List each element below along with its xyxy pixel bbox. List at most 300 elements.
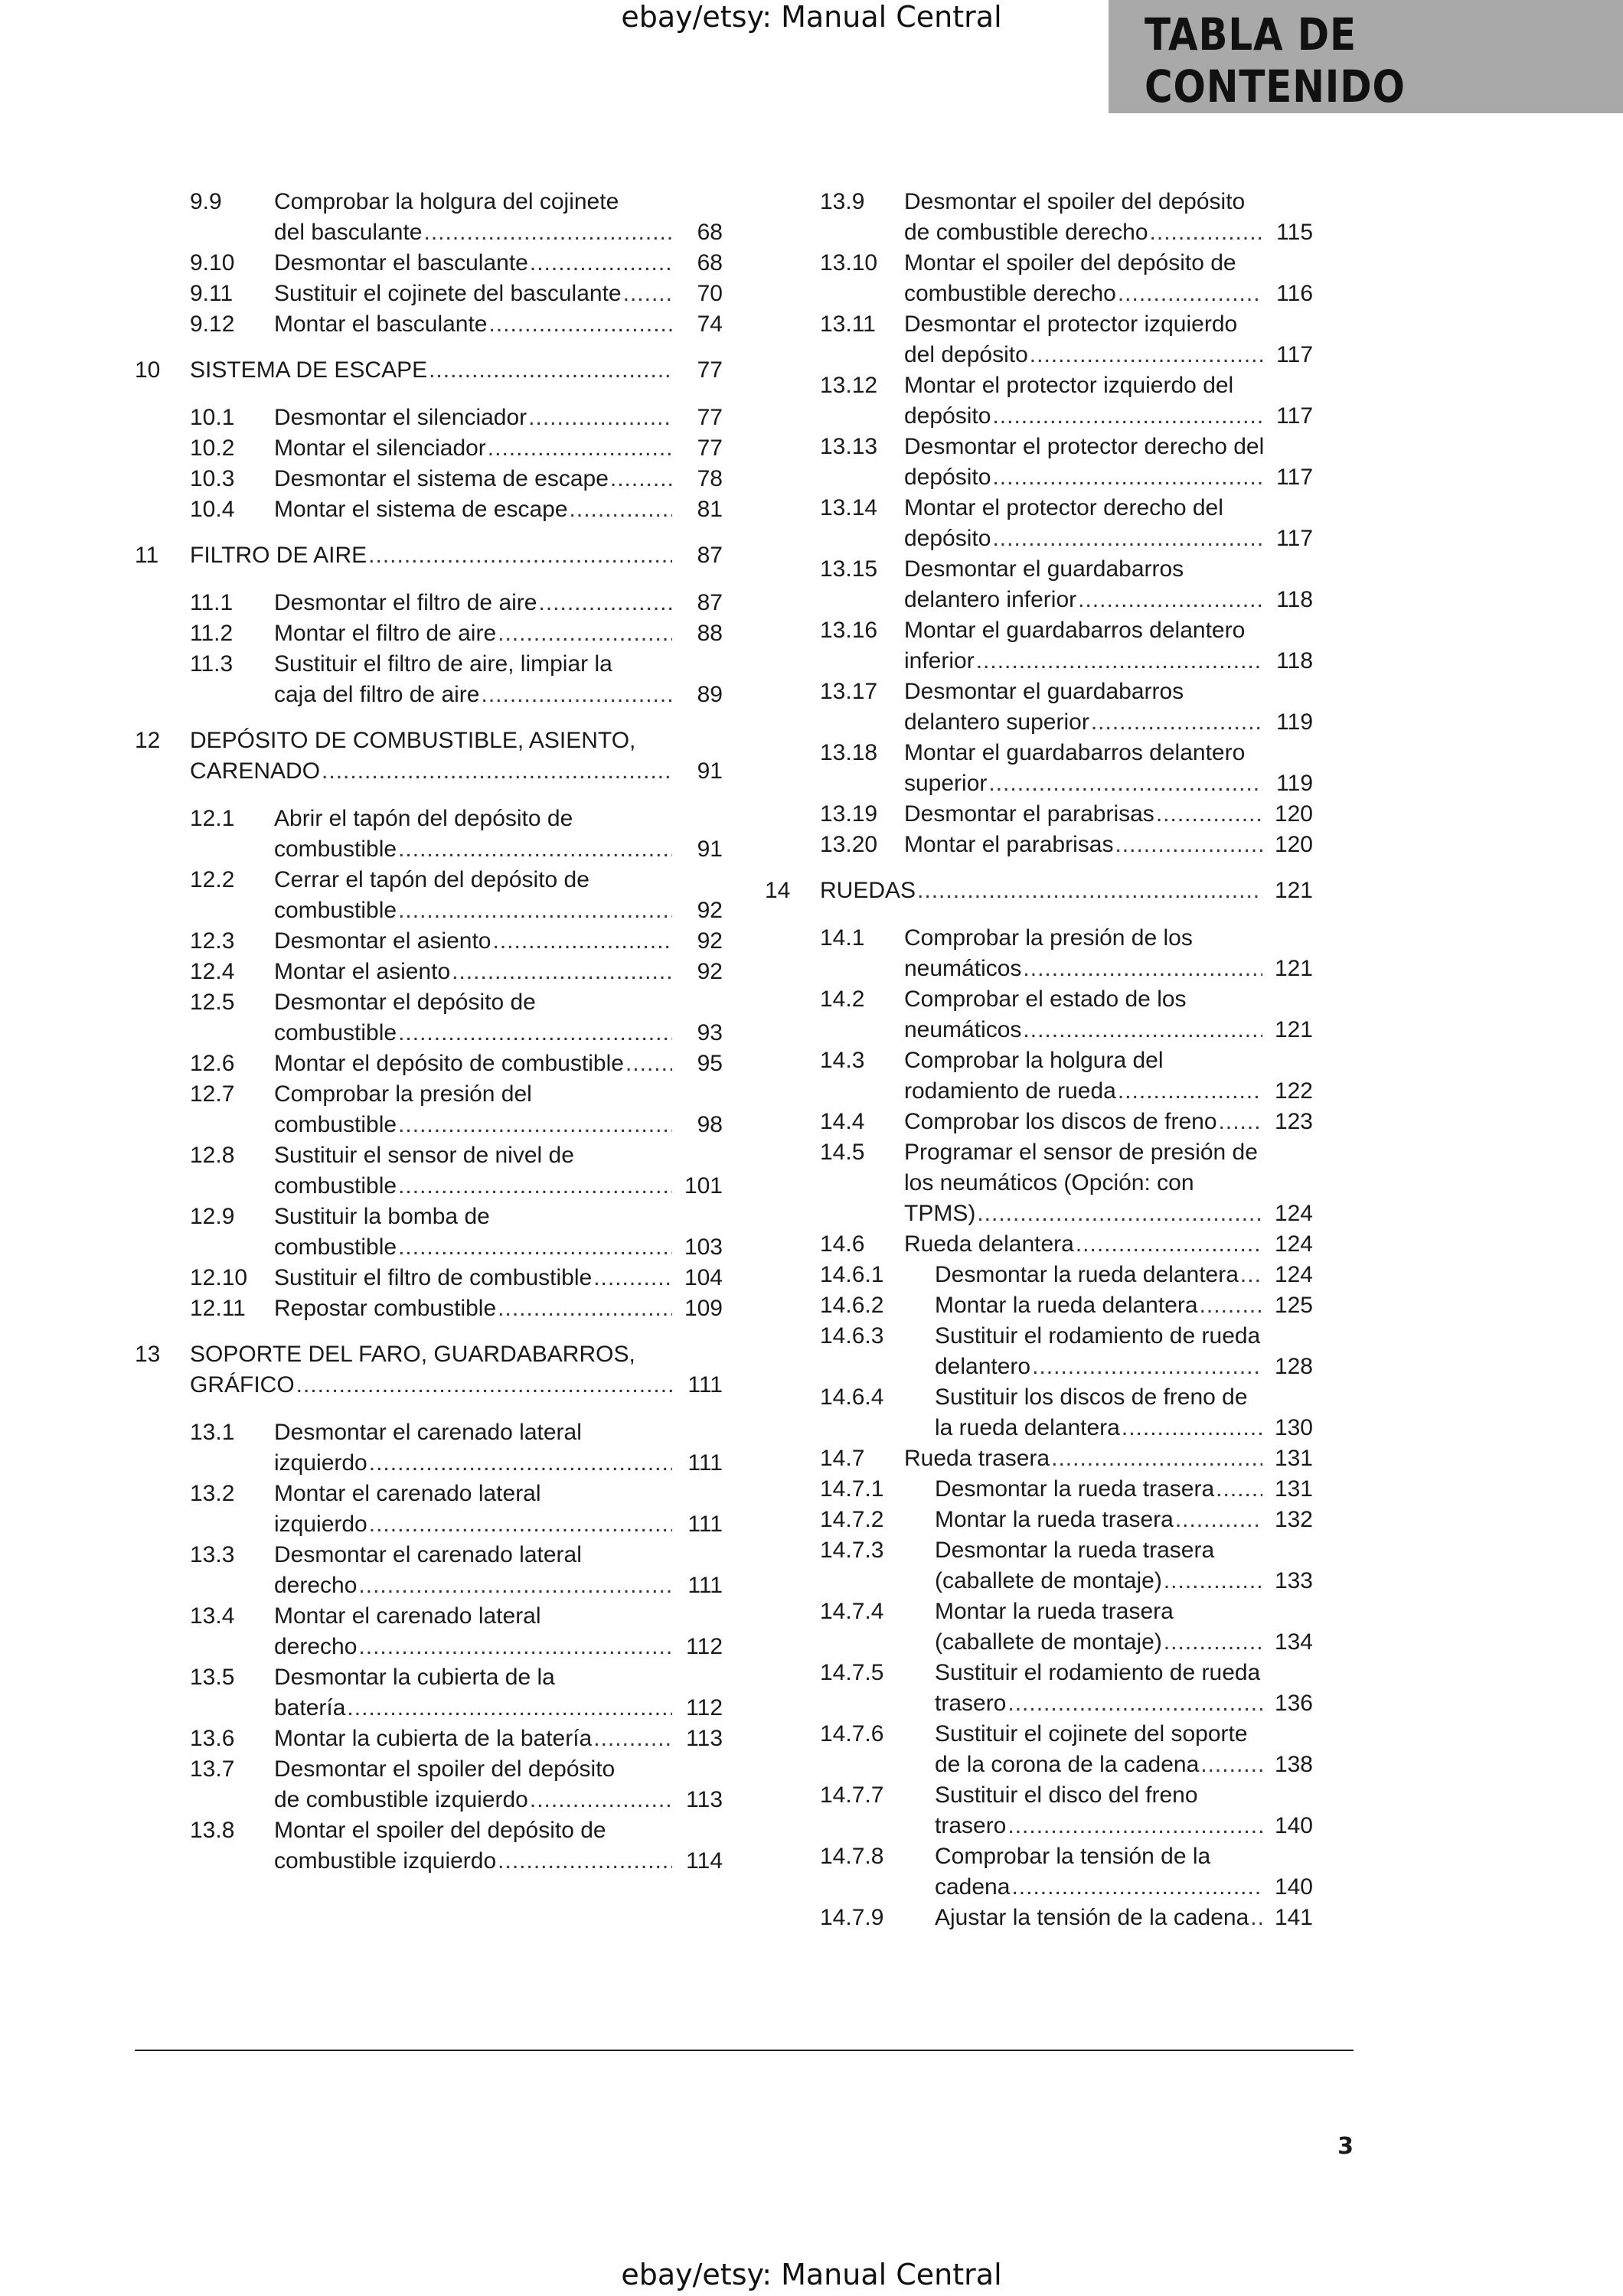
toc-entry-title-line: Desmontar el carenado lateral [274, 1420, 582, 1445]
toc-entry[interactable] [135, 588, 723, 618]
toc-entry[interactable] [765, 493, 1313, 554]
toc-entry-title-line: Sustituir los discos de freno de [935, 1384, 1248, 1410]
toc-entry[interactable] [765, 248, 1313, 309]
toc-entry[interactable] [765, 830, 1313, 860]
toc-entry-title-line: Comprobar la tensión de la [935, 1844, 1211, 1869]
toc-entry-title-line: Montar el asiento [274, 959, 451, 984]
toc-entry-page-number: 89 [697, 682, 723, 707]
toc-entry-number: 9.12 [190, 311, 235, 337]
toc-entry-page-number: 78 [697, 466, 723, 491]
dot-leader [1032, 1352, 1262, 1382]
dot-leader [369, 1509, 672, 1540]
toc-entry-title-line: derecho [274, 1573, 358, 1598]
toc-entry-number: 13.14 [820, 495, 878, 520]
dot-leader [498, 1293, 672, 1324]
toc-entry-title-line: combustible derecho [904, 281, 1116, 306]
toc-entry-title-line: Desmontar el guardabarros [904, 679, 1184, 704]
toc-entry-page-number: 104 [684, 1265, 723, 1290]
dot-leader [498, 618, 672, 649]
toc-entry[interactable] [135, 726, 723, 787]
dot-leader [481, 680, 672, 710]
toc-entry-number: 14.7.7 [820, 1782, 884, 1808]
toc-entry[interactable] [765, 1443, 1313, 1474]
toc-entry-page-number: 113 [686, 1787, 723, 1812]
toc-entry-title-line: Desmontar la rueda trasera [935, 1538, 1215, 1563]
toc-entry-page-number: 136 [1274, 1691, 1313, 1716]
dot-leader [917, 876, 1262, 906]
toc-entry[interactable] [135, 1140, 723, 1202]
toc-entry-number: 13.2 [190, 1481, 235, 1506]
toc-entry[interactable] [135, 248, 723, 279]
dot-leader [530, 1785, 672, 1815]
toc-entry-page-number: 101 [684, 1173, 723, 1199]
toc-entry-title-line: depósito [904, 465, 991, 490]
toc-entry[interactable] [135, 540, 723, 571]
toc-entry-title-line: FILTRO DE AIRE [190, 543, 367, 568]
dot-leader [992, 462, 1262, 493]
toc-entry-title-line: Comprobar la holgura del [904, 1048, 1164, 1073]
toc-entry-number: 14.7.4 [820, 1599, 884, 1624]
dot-leader [358, 1570, 672, 1601]
toc-entry-page-number: 81 [697, 497, 723, 522]
toc-entry-number: 12.2 [190, 867, 235, 892]
toc-entry[interactable] [765, 1719, 1313, 1780]
toc-entry-number: 14.7.9 [820, 1905, 884, 1930]
toc-entry-page-number: 92 [697, 928, 723, 954]
dot-leader [538, 588, 672, 618]
toc-entry[interactable] [765, 923, 1313, 984]
toc-entry-title-line: Desmontar el protector izquierdo [904, 311, 1238, 337]
toc-entry[interactable] [135, 1540, 723, 1601]
toc-entry[interactable] [135, 649, 723, 710]
toc-entry-title-line: Sustituir el cojinete del soporte [935, 1721, 1248, 1746]
toc-entry-number: 10.1 [190, 405, 235, 430]
dot-leader [623, 279, 672, 309]
toc-entry-number: 13.8 [190, 1818, 235, 1843]
toc-entry[interactable] [765, 1505, 1313, 1535]
toc-entry[interactable] [765, 432, 1313, 493]
toc-entry-title-line: Sustituir la bomba de [274, 1204, 490, 1229]
toc-entry-title-line: Montar el depósito de combustible [274, 1051, 624, 1076]
toc-entry[interactable] [765, 1045, 1313, 1107]
toc-entry-page-number: 111 [687, 1573, 723, 1598]
toc-entry[interactable] [765, 1137, 1313, 1229]
toc-entry[interactable] [765, 1107, 1313, 1137]
toc-entry-page-number: 125 [1274, 1293, 1313, 1318]
toc-entry-number: 9.10 [190, 250, 235, 276]
toc-entry[interactable] [135, 1479, 723, 1540]
dot-leader [1091, 707, 1262, 738]
toc-entry-page-number: 68 [697, 250, 723, 276]
toc-entry-page-number: 138 [1274, 1752, 1313, 1777]
toc-entry-title-line: combustible [274, 837, 397, 862]
toc-entry-title-line: Rueda delantera [904, 1231, 1074, 1257]
toc-entry-title-line: Montar el silenciador [274, 435, 486, 461]
toc-entry[interactable] [765, 677, 1313, 738]
toc-entry-page-number: 111 [687, 1512, 723, 1537]
toc-entry[interactable] [135, 1417, 723, 1479]
dot-leader [1164, 1627, 1262, 1658]
toc-entry[interactable] [765, 1841, 1313, 1903]
toc-entry-number: 10.3 [190, 466, 235, 491]
toc-entry[interactable] [135, 355, 723, 386]
toc-entry-page-number: 91 [697, 758, 723, 784]
toc-entry-title-line: Montar el carenado lateral [274, 1481, 541, 1506]
toc-entry-title-line: combustible [274, 1020, 397, 1045]
toc-entry-page-number: 87 [697, 590, 723, 615]
toc-entry-title-line: combustible [274, 1173, 397, 1199]
toc-entry-page-number: 121 [1274, 1017, 1313, 1042]
toc-entry[interactable] [135, 957, 723, 987]
dot-leader [322, 756, 672, 787]
toc-entry-title-line: (caballete de montaje) [935, 1629, 1162, 1655]
dot-leader [1030, 340, 1262, 370]
toc-entry-page-number: 68 [697, 220, 723, 245]
toc-entry-title-line: Programar el sensor de presión de [904, 1140, 1258, 1165]
toc-entry-number: 14.6.2 [820, 1293, 884, 1318]
dot-leader [593, 1263, 672, 1293]
toc-entry-number: 11.2 [190, 621, 233, 646]
toc-entry-page-number: 77 [697, 405, 723, 430]
toc-entry-number: 14.7.2 [820, 1507, 884, 1532]
toc-entry-title-line: depósito [904, 403, 991, 429]
toc-entry-page-number: 77 [697, 435, 723, 461]
toc-entry[interactable] [765, 738, 1313, 799]
toc-entry-page-number: 91 [697, 837, 723, 862]
dot-leader [1200, 1290, 1262, 1321]
toc-entry[interactable] [135, 1339, 723, 1401]
toc-entry-number: 13.4 [190, 1603, 235, 1629]
toc-entry-title-line: cadena [935, 1874, 1011, 1900]
toc-entry-page-number: 140 [1274, 1874, 1313, 1900]
toc-entry-title-line: Desmontar el spoiler del depósito [904, 189, 1246, 214]
toc-entry-title-line: delantero superior [904, 709, 1089, 735]
toc-entry[interactable] [135, 1601, 723, 1662]
toc-entry-page-number: 112 [686, 1634, 723, 1659]
toc-entry-number: 13.11 [820, 311, 876, 337]
toc-entry-number: 12.9 [190, 1204, 235, 1229]
dot-leader [1023, 954, 1262, 984]
toc-entry-title-line: Comprobar la presión de los [904, 925, 1193, 951]
toc-entry-number: 13.15 [820, 556, 878, 582]
toc-entry-title-line: Desmontar el sistema de escape [274, 466, 609, 491]
toc-entry-page-number: 119 [1276, 709, 1313, 735]
toc-entry-title-line: Montar el spoiler del depósito de [904, 250, 1236, 276]
dot-leader [1240, 1260, 1262, 1290]
dot-leader [1219, 1107, 1262, 1137]
toc-entry-page-number: 117 [1276, 526, 1313, 551]
toc-entry-page-number: 103 [684, 1234, 723, 1260]
toc-entry-title-line: Sustituir el cojinete del basculante [274, 281, 622, 306]
toc-entry-title-line: Comprobar la holgura del cojinete [274, 189, 619, 214]
dot-leader [398, 1232, 672, 1263]
toc-entry-title-line: Montar la rueda delantera [935, 1293, 1198, 1318]
toc-entry-page-number: 131 [1274, 1476, 1313, 1502]
toc-entry-number: 14.7 [820, 1446, 865, 1471]
dot-leader [1007, 1811, 1262, 1841]
toc-entry[interactable] [765, 1321, 1313, 1382]
toc-entry-title-line: DEPÓSITO DE COMBUSTIBLE, ASIENTO, [190, 728, 636, 753]
toc-entry-title-line: Desmontar el spoiler del depósito [274, 1756, 616, 1782]
toc-entry[interactable] [135, 433, 723, 464]
toc-entry-page-number: 119 [1276, 771, 1313, 796]
toc-entry-title-line: Comprobar el estado de los [904, 987, 1187, 1012]
dot-leader [488, 433, 672, 464]
toc-entry[interactable] [135, 309, 723, 340]
toc-entry-title-line: Montar el guardabarros delantero [904, 618, 1246, 643]
toc-entry-title-line: caja del filtro de aire [274, 682, 480, 707]
dot-leader [1175, 1505, 1262, 1535]
dot-leader [1164, 1566, 1262, 1596]
toc-entry-number: 13.3 [190, 1542, 235, 1567]
toc-entry-number: 12.3 [190, 928, 235, 954]
toc-entry[interactable] [765, 1658, 1313, 1719]
dot-leader [570, 494, 672, 525]
toc-entry-title-line: SISTEMA DE ESCAPE [190, 357, 428, 383]
toc-entry-page-number: 141 [1274, 1905, 1313, 1930]
toc-entry[interactable] [765, 799, 1313, 830]
toc-entry-title-line: neumáticos [904, 1017, 1022, 1042]
toc-entry-number: 14.1 [820, 925, 865, 951]
toc-entry-page-number: 77 [697, 357, 723, 383]
toc-entry-page-number: 92 [697, 959, 723, 984]
toc-entry-number: 11.3 [190, 651, 233, 677]
toc-entry-page-number: 116 [1276, 281, 1313, 306]
dot-leader [423, 217, 672, 248]
toc-entry[interactable] [135, 1754, 723, 1815]
dot-leader [625, 1049, 672, 1079]
toc-entry-title-line: Desmontar el basculante [274, 250, 528, 276]
toc-entry-number: 13.13 [820, 434, 878, 459]
toc-entry[interactable] [135, 1079, 723, 1140]
toc-entry-title-line: combustible [274, 1112, 397, 1137]
toc-entry[interactable] [135, 1662, 723, 1724]
toc-entry[interactable] [135, 926, 723, 957]
toc-entry-page-number: 124 [1274, 1262, 1313, 1287]
toc-entry[interactable] [765, 370, 1313, 432]
dot-leader [398, 1110, 672, 1140]
toc-entry-page-number: 92 [697, 898, 723, 923]
toc-entry-title-line: Comprobar los discos de freno [904, 1109, 1217, 1134]
toc-entry-title-line: Cerrar el tapón del depósito de [274, 867, 589, 892]
toc-entry[interactable] [135, 279, 723, 309]
toc-entry-title-line: Desmontar el depósito de [274, 990, 536, 1015]
toc-entry-title-line: Montar el protector derecho del [904, 495, 1223, 520]
toc-entry[interactable] [765, 984, 1313, 1045]
dot-leader [992, 523, 1262, 554]
toc-entry[interactable] [765, 1596, 1313, 1658]
dot-leader [1150, 217, 1262, 248]
toc-entry-page-number: 70 [697, 281, 723, 306]
toc-entry-number: 14.3 [820, 1048, 865, 1073]
toc-entry-title-line: SOPORTE DEL FARO, GUARDABARROS, [190, 1342, 635, 1367]
toc-entry-title-line: Sustituir el filtro de combustible [274, 1265, 593, 1290]
toc-entry[interactable] [765, 876, 1313, 906]
toc-entry-page-number: 87 [697, 543, 723, 568]
toc-entry-title-line: Comprobar la presión del [274, 1081, 532, 1107]
toc-entry-page-number: 120 [1274, 801, 1313, 827]
toc-entry-title-line: neumáticos [904, 956, 1022, 981]
toc-entry-number: 10.2 [190, 435, 235, 461]
toc-entry-title-line: Montar el guardabarros delantero [904, 740, 1246, 765]
dot-leader [1156, 799, 1262, 830]
toc-entry-title-line: depósito [904, 526, 991, 551]
dot-leader [489, 309, 673, 340]
toc-entry-number: 13.17 [820, 679, 878, 704]
toc-entry-number: 14.5 [820, 1140, 865, 1165]
toc-entry[interactable] [135, 464, 723, 494]
toc-entry[interactable] [765, 1290, 1313, 1321]
dot-leader [992, 401, 1262, 432]
toc-entry[interactable] [135, 804, 723, 865]
toc-entry[interactable] [765, 1382, 1313, 1443]
toc-right-column [765, 187, 1313, 1933]
toc-entry[interactable] [135, 987, 723, 1049]
toc-entry-page-number: 132 [1274, 1507, 1313, 1532]
toc-entry-number: 9.11 [190, 281, 233, 306]
toc-entry-title-line: Montar la cubierta de la batería [274, 1726, 593, 1751]
toc-entry-title-line: de combustible derecho [904, 220, 1148, 245]
footer-divider [135, 2050, 1354, 2051]
toc-entry[interactable] [765, 1474, 1313, 1505]
dot-leader [358, 1632, 672, 1662]
toc-entry-page-number: 118 [1276, 587, 1313, 612]
toc-entry[interactable] [135, 187, 723, 248]
toc-entry-number: 12.7 [190, 1081, 235, 1107]
toc-entry[interactable] [765, 1229, 1313, 1260]
dot-leader [1051, 1443, 1262, 1474]
toc-entry-title-line: superior [904, 771, 988, 796]
toc-entry-title-line: inferior [904, 648, 975, 673]
toc-entry-title-line: Desmontar el carenado lateral [274, 1542, 582, 1567]
toc-entry-title-line: Desmontar el filtro de aire [274, 590, 537, 615]
dot-leader [398, 834, 672, 865]
toc-entry-page-number: 93 [697, 1020, 723, 1045]
toc-entry-page-number: 134 [1274, 1629, 1313, 1655]
dot-leader [347, 1693, 672, 1724]
toc-entry-page-number: 131 [1274, 1446, 1313, 1471]
toc-entry-title-line: Sustituir el sensor de nivel de [274, 1143, 574, 1168]
toc-entry-title-line: trasero [935, 1813, 1007, 1838]
toc-entry-page-number: 117 [1276, 403, 1313, 429]
toc-entry-page-number: 115 [1276, 220, 1313, 245]
toc-entry-number: 13.19 [820, 801, 878, 827]
toc-entry-title-line: combustible [274, 898, 397, 923]
dot-leader [296, 1370, 672, 1401]
toc-entry-number: 12 [135, 728, 161, 753]
toc-entry-title-line: de la corona de la cadena [935, 1752, 1200, 1777]
toc-entry-page-number: 130 [1274, 1415, 1313, 1440]
toc-entry-title-line: GRÁFICO [190, 1372, 295, 1397]
toc-entry-title-line: Sustituir el rodamiento de rueda [935, 1323, 1261, 1349]
toc-left-column [135, 187, 723, 1877]
dot-leader [398, 1018, 672, 1049]
toc-entry[interactable] [135, 618, 723, 649]
dot-leader [1200, 1750, 1262, 1780]
toc-entry-number: 13.5 [190, 1665, 235, 1690]
toc-entry-page-number: 121 [1274, 956, 1313, 981]
toc-entry-number: 12.11 [190, 1296, 246, 1321]
toc-entry-number: 13 [135, 1342, 161, 1367]
toc-entry[interactable] [765, 615, 1313, 677]
watermark-bottom: ebay/etsy: Manual Central [621, 2258, 1002, 2291]
toc-entry-title-line: Sustituir el filtro de aire, limpiar la [274, 651, 612, 677]
toc-entry-page-number: 112 [686, 1695, 723, 1720]
dot-leader [1118, 279, 1262, 309]
toc-entry-title-line: combustible izquierdo [274, 1848, 497, 1874]
toc-entry-title-line: Desmontar la rueda trasera [935, 1476, 1215, 1502]
toc-entry[interactable] [135, 1293, 723, 1324]
page-number: 3 [1337, 2133, 1354, 2160]
toc-entry-title-line: los neumáticos (Opción: con [904, 1170, 1194, 1195]
toc-entry-title-line: batería [274, 1695, 346, 1720]
toc-entry-number: 13.20 [820, 832, 878, 857]
toc-entry-number: 13.12 [820, 373, 878, 398]
dot-leader [1076, 1229, 1262, 1260]
dot-leader [429, 355, 672, 386]
dot-leader [976, 646, 1262, 677]
toc-entry-title-line: Desmontar el protector derecho del [904, 434, 1265, 459]
toc-entry-page-number: 98 [697, 1112, 723, 1137]
toc-entry[interactable] [765, 1260, 1313, 1290]
toc-entry-page-number: 117 [1276, 465, 1313, 490]
toc-entry-number: 14.6.1 [820, 1262, 884, 1287]
toc-entry-title-line: Abrir el tapón del depósito de [274, 806, 573, 831]
toc-entry-title-line: Montar el carenado lateral [274, 1603, 541, 1629]
toc-entry[interactable] [135, 1049, 723, 1079]
toc-entry-number: 12.1 [190, 806, 235, 831]
dot-leader [369, 1448, 672, 1479]
toc-entry[interactable] [135, 865, 723, 926]
toc-entry-title-line: delantero [935, 1354, 1031, 1379]
toc-entry-title-line: Desmontar el asiento [274, 928, 491, 954]
toc-entry[interactable] [765, 1903, 1313, 1933]
dot-leader [528, 403, 672, 433]
dot-leader [368, 540, 672, 571]
toc-entry-title-line: Desmontar el silenciador [274, 405, 527, 430]
toc-entry[interactable] [135, 1815, 723, 1877]
toc-entry-page-number: 113 [686, 1726, 723, 1751]
toc-entry[interactable] [765, 1535, 1313, 1596]
toc-entry-page-number: 95 [697, 1051, 723, 1076]
toc-entry-page-number: 140 [1274, 1813, 1313, 1838]
toc-entry[interactable] [135, 494, 723, 525]
toc-entry[interactable] [765, 309, 1313, 370]
toc-entry-number: 12.10 [190, 1265, 248, 1290]
toc-entry[interactable] [765, 187, 1313, 248]
toc-entry[interactable] [135, 1202, 723, 1263]
dot-leader [1011, 1872, 1262, 1903]
toc-entry[interactable] [135, 1263, 723, 1293]
toc-entry[interactable] [135, 1724, 723, 1754]
toc-entry-number: 13.9 [820, 189, 865, 214]
toc-entry-title-line: del depósito [904, 342, 1028, 367]
toc-entry[interactable] [765, 1780, 1313, 1841]
toc-entry-title-line: trasero [935, 1691, 1007, 1716]
dot-leader [1007, 1688, 1262, 1719]
toc-entry-number: 12.6 [190, 1051, 235, 1076]
toc-entry-title-line: Desmontar la rueda delantera [935, 1262, 1239, 1287]
toc-entry-number: 14.6.4 [820, 1384, 884, 1410]
toc-entry-page-number: 74 [697, 311, 723, 337]
toc-entry-title-line: TPMS) [904, 1201, 976, 1226]
toc-entry-number: 14.7.8 [820, 1844, 884, 1869]
toc-entry-page-number: 120 [1274, 832, 1313, 857]
dot-leader [498, 1846, 672, 1877]
toc-entry-number: 9.9 [190, 189, 222, 214]
toc-entry[interactable] [135, 403, 723, 433]
toc-entry[interactable] [765, 554, 1313, 615]
